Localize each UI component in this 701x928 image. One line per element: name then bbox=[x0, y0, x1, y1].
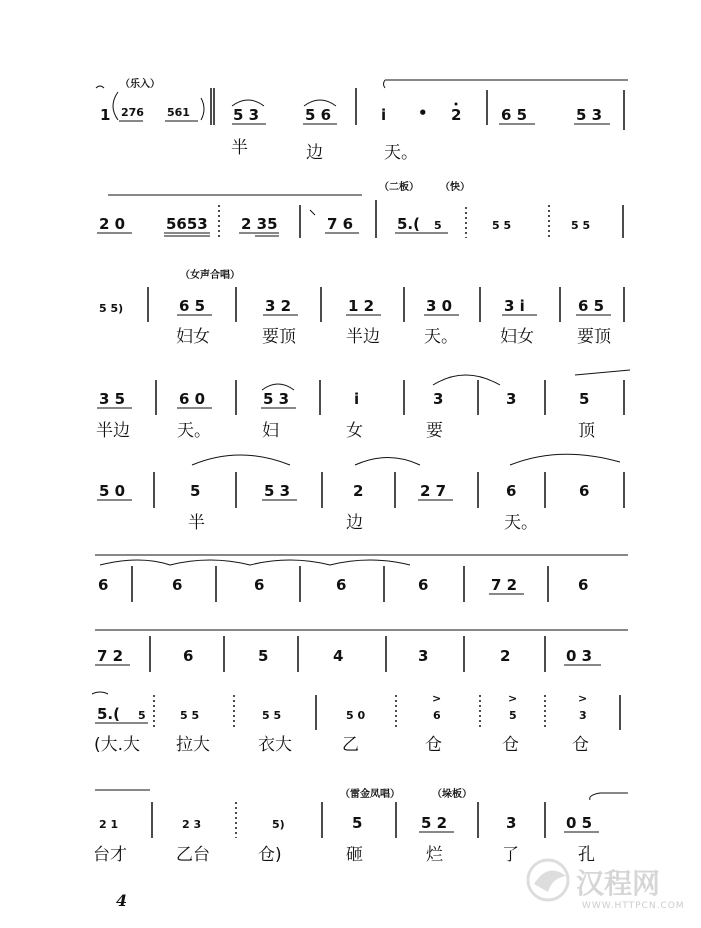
lyric: 仓 bbox=[502, 735, 519, 755]
note: 5653 bbox=[166, 215, 208, 233]
annotation-duo-ban: （垛板） bbox=[432, 789, 472, 800]
lyric: 天。 bbox=[384, 143, 418, 163]
note: 5 3 bbox=[576, 106, 603, 124]
note: 2 35 bbox=[241, 215, 278, 233]
system-9 bbox=[93, 787, 628, 865]
system-1 bbox=[96, 77, 628, 163]
system-5 bbox=[97, 454, 624, 533]
note: 0 5 bbox=[566, 814, 593, 832]
lyric: 妇 bbox=[262, 421, 279, 441]
annotation-kuai: （快） bbox=[440, 182, 470, 193]
tie-line bbox=[590, 793, 628, 800]
note: 6 5 bbox=[501, 106, 528, 124]
lyric: 衣大 bbox=[258, 735, 292, 755]
note: i bbox=[354, 390, 360, 408]
system-4 bbox=[96, 370, 630, 441]
lyric: 天。 bbox=[424, 327, 458, 347]
lyric: 孔 bbox=[578, 845, 595, 865]
lyric: 边 bbox=[306, 143, 323, 163]
system-6 bbox=[95, 555, 628, 602]
note: i bbox=[381, 106, 387, 124]
note: 5 3 bbox=[263, 390, 290, 408]
bracket-close bbox=[201, 98, 204, 120]
tie-line bbox=[575, 370, 630, 375]
annotation-nv-sheng-he-chang: （女声合唱） bbox=[180, 270, 240, 281]
note: 561 bbox=[167, 106, 190, 119]
watermark-text: 汉程网 bbox=[576, 867, 661, 900]
watermark bbox=[528, 860, 685, 911]
lyric: 台才 bbox=[93, 845, 127, 865]
system-2 bbox=[97, 180, 623, 238]
note: 6 bbox=[336, 576, 347, 594]
note: 2 bbox=[500, 647, 511, 665]
note: 6 bbox=[506, 482, 517, 500]
slur bbox=[433, 375, 500, 385]
note: 3 2 bbox=[265, 297, 292, 315]
note: 5) bbox=[272, 818, 285, 831]
note: 6 bbox=[578, 576, 589, 594]
note: 5 3 bbox=[264, 482, 291, 500]
note: 1 bbox=[100, 106, 111, 124]
lyric: 仓 bbox=[425, 735, 442, 755]
note: 5.( bbox=[97, 705, 120, 723]
note: 3 bbox=[433, 390, 444, 408]
note: 4 bbox=[333, 647, 344, 665]
note: 3 bbox=[579, 709, 587, 722]
watermark-url: WWW.HTTPCN.COM bbox=[582, 901, 685, 911]
bracket-open bbox=[113, 92, 118, 120]
lyric: 天。 bbox=[177, 421, 211, 441]
note: 5.( bbox=[397, 215, 420, 233]
accent-mark: > bbox=[508, 692, 518, 705]
note: 7 6 bbox=[327, 215, 354, 233]
note: 2 bbox=[451, 106, 462, 124]
note: 5 bbox=[352, 814, 363, 832]
lyric: 砸 bbox=[346, 845, 363, 865]
note: 5 5 bbox=[492, 219, 512, 232]
lyric: 半边 bbox=[346, 327, 380, 347]
note: 3 i bbox=[504, 297, 525, 315]
lyric: 妇女 bbox=[500, 327, 534, 347]
slur-mark bbox=[96, 86, 104, 88]
note: 2 3 bbox=[182, 818, 202, 831]
lyric: 拉大 bbox=[176, 735, 210, 755]
note: 6 5 bbox=[179, 297, 206, 315]
note: 6 bbox=[172, 576, 183, 594]
lyric: 天。 bbox=[504, 513, 538, 533]
note: 6 bbox=[98, 576, 109, 594]
note: 3 0 bbox=[426, 297, 453, 315]
lyric: 妇女 bbox=[176, 327, 210, 347]
note: 5 6 bbox=[305, 106, 332, 124]
lyric: (大.大 bbox=[94, 735, 141, 755]
lyric: 乙台 bbox=[176, 845, 210, 865]
lyric: 了 bbox=[502, 845, 519, 865]
system-7 bbox=[95, 630, 628, 672]
lyric: 半 bbox=[188, 513, 205, 533]
slur bbox=[355, 458, 420, 466]
note: 7 2 bbox=[97, 647, 124, 665]
octave-dot bbox=[455, 103, 458, 106]
note: 5 5 bbox=[262, 709, 282, 722]
annotation-yue-ru: （乐入） bbox=[120, 79, 160, 90]
note: 3 bbox=[418, 647, 429, 665]
note: 5 2 bbox=[421, 814, 448, 832]
system-3 bbox=[99, 268, 624, 347]
tie-hook bbox=[384, 80, 386, 88]
note: 3 bbox=[506, 814, 517, 832]
system-8 bbox=[92, 692, 620, 755]
note: 6 bbox=[433, 709, 441, 722]
lyric: 要 bbox=[426, 421, 443, 441]
lyric: 边 bbox=[346, 513, 363, 533]
note: 5 0 bbox=[99, 482, 126, 500]
note: 5 bbox=[258, 647, 269, 665]
note: 2 bbox=[353, 482, 364, 500]
note: 6 0 bbox=[179, 390, 206, 408]
dot: • bbox=[418, 104, 428, 122]
note: 3 5 bbox=[99, 390, 126, 408]
note: 2 0 bbox=[99, 215, 126, 233]
slur bbox=[192, 455, 290, 465]
note: 2 7 bbox=[420, 482, 447, 500]
note: 3 bbox=[506, 390, 517, 408]
slur-chain bbox=[100, 560, 410, 565]
bird-icon bbox=[528, 860, 568, 900]
note: 2 1 bbox=[99, 818, 119, 831]
lyric: 顶 bbox=[578, 421, 595, 441]
note: 6 5 bbox=[578, 297, 605, 315]
note: 5 bbox=[434, 219, 442, 232]
note: 5 bbox=[138, 709, 146, 722]
lyric: 烂 bbox=[426, 845, 443, 865]
lyric: 女 bbox=[346, 421, 363, 441]
note: 0 3 bbox=[566, 647, 593, 665]
slur-mark bbox=[92, 692, 108, 694]
lyric: 要顶 bbox=[577, 327, 611, 347]
note: 5 0 bbox=[346, 709, 366, 722]
lyric: 半 bbox=[231, 138, 248, 158]
lyric: 乙 bbox=[342, 735, 359, 755]
note: 5 bbox=[509, 709, 517, 722]
note: 1 2 bbox=[348, 297, 375, 315]
note: 5 5 bbox=[571, 219, 591, 232]
page-number: 4 bbox=[116, 891, 128, 910]
lyric: 半边 bbox=[96, 421, 130, 441]
lyric: 仓 bbox=[572, 735, 589, 755]
lyric: 仓) bbox=[258, 845, 282, 865]
note: 6 bbox=[418, 576, 429, 594]
note: 6 bbox=[579, 482, 590, 500]
lyric: 要顶 bbox=[262, 327, 296, 347]
note: 276 bbox=[121, 106, 144, 119]
grace-mark bbox=[310, 210, 315, 215]
slur bbox=[510, 454, 620, 465]
accent-mark: > bbox=[432, 692, 442, 705]
note: 6 bbox=[254, 576, 265, 594]
note: 5 3 bbox=[233, 106, 260, 124]
note: 5 5) bbox=[99, 302, 124, 315]
annotation-lei-jin-feng-chang: （雷金凤唱） bbox=[340, 789, 400, 800]
annotation-er-ban: （二板） bbox=[379, 182, 419, 193]
note: 7 2 bbox=[491, 576, 518, 594]
note: 5 bbox=[579, 390, 590, 408]
accent-mark: > bbox=[578, 692, 588, 705]
note: 5 bbox=[190, 482, 201, 500]
note: 5 5 bbox=[180, 709, 200, 722]
note: 6 bbox=[183, 647, 194, 665]
